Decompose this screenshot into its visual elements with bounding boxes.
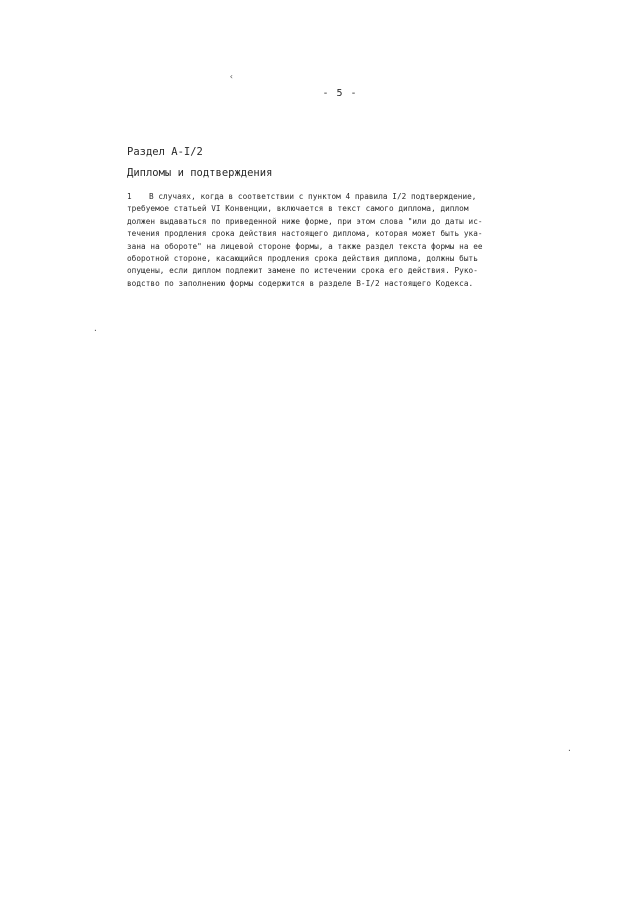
paragraph-line: оборотной стороне, касающийся продления срока действия диплома, должны быть (127, 253, 478, 263)
scan-speck: . (567, 744, 572, 753)
paragraph-line: течения продления срока действия настоящего диплома, которая может быть ука- (127, 229, 483, 239)
scan-speck: ‹ (229, 72, 234, 81)
paragraph-1 (127, 191, 557, 290)
paragraph-line: опущены, если диплом подлежит замене по истечении срока его действия. Руко- (127, 266, 478, 276)
paragraph-line: водство по заполнению формы содержится в разделе B-I/2 настоящего Кодекса. (127, 278, 474, 288)
paragraph-line-text: В случаях, когда в соответствии с пунктом 4 правила I/2 подтверждение, (149, 192, 477, 201)
paragraph-line: зана на обороте" на лицевой стороне формы, а также раздел текста формы на ее (127, 241, 483, 251)
paragraph-number: 1 (127, 192, 132, 201)
paragraph-line: требуемое статьей VI Конвенции, включается в текст самого диплома, диплом (127, 204, 469, 214)
paragraph-line: должен выдаваться по приведенной ниже форме, при этом слова "или до даты ис- (127, 216, 483, 226)
page-number: - 5 - (322, 88, 358, 99)
section-title: Раздел A-I/2 (127, 146, 203, 158)
scan-speck: . (93, 324, 98, 333)
subsection-title: Дипломы и подтверждения (127, 167, 273, 179)
paragraph-line (127, 191, 557, 203)
